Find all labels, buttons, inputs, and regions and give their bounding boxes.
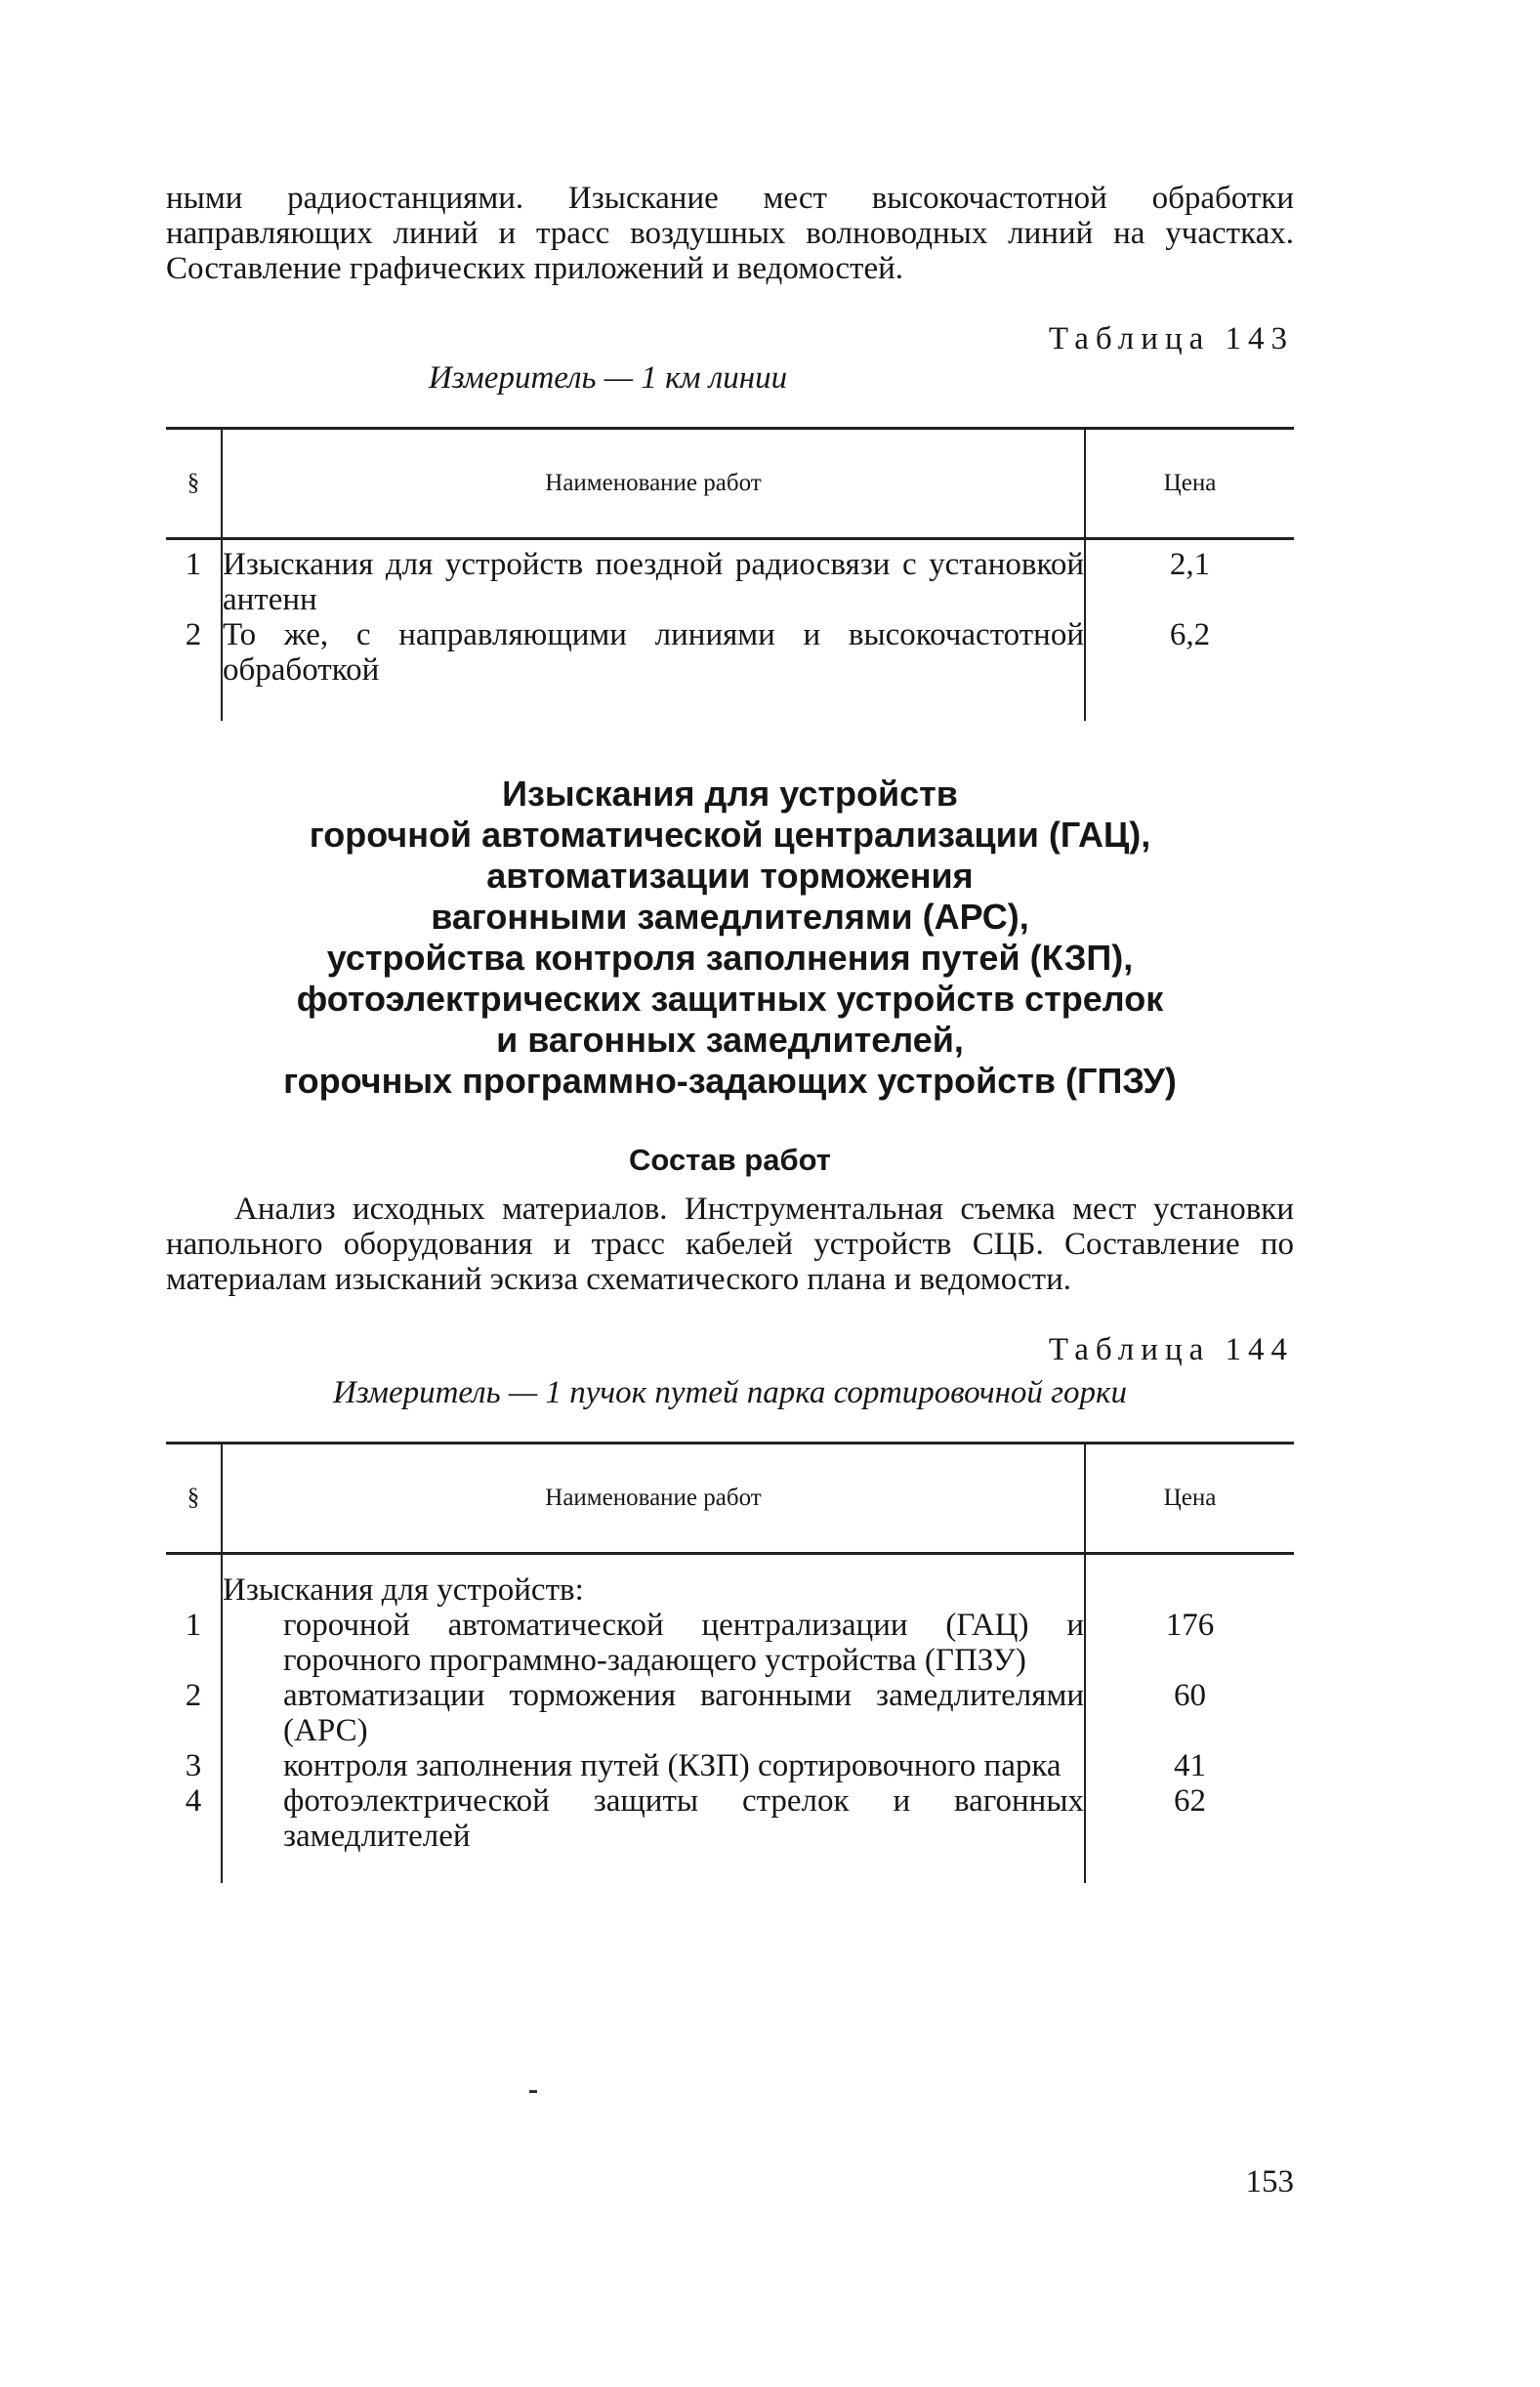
row-number: 1 [185, 546, 202, 582]
group-title: Изыскания для устройств: [222, 1572, 1085, 1608]
row-price: 60 [1085, 1678, 1294, 1748]
row-price: 6,2 [1085, 617, 1294, 688]
table-144-measure: Измеритель — 1 пучок путей парка сортировочной горки [333, 1374, 1127, 1410]
works-heading: Состав работ [629, 1142, 831, 1177]
header-section-sign: § [166, 1443, 222, 1553]
heading-line: горочной автоматической централизации (ГАЦ), [309, 814, 1151, 855]
table-header-row [166, 429, 1294, 539]
row-number: 2 [185, 616, 202, 652]
row-work-name: контроля заполнения путей (КЗП) сортировочного парка [283, 1748, 1061, 1783]
row-price: 62 [1085, 1783, 1294, 1854]
heading-line: и вагонных замедлителей, [496, 1019, 964, 1060]
row-number: 3 [185, 1748, 202, 1783]
row-work-name: горочной автоматической централизации (ГАЦ) и горочного программно-задающего устройства (ГПЗУ) [283, 1608, 1084, 1678]
table-row [166, 1678, 1294, 1748]
row-work-name: автоматизации торможения вагонными замедлителями (АРС) [283, 1678, 1084, 1748]
page-content [166, 181, 1294, 1883]
table-row [166, 1608, 1294, 1678]
heading-line: вагонными замедлителями (АРС), [431, 896, 1029, 937]
header-work-name: Наименование работ [222, 1443, 1085, 1553]
row-price: 41 [1085, 1748, 1294, 1783]
heading-line: горочных программно-задающих устройств (ГПЗУ) [283, 1060, 1177, 1101]
table-row [166, 617, 1294, 688]
stray-mark [529, 2090, 537, 2093]
page-number: 153 [1245, 2164, 1294, 2199]
heading-line: фотоэлектрических защитных устройств стрелок [296, 978, 1164, 1019]
heading-line: устройства контроля заполнения путей (КЗП), [326, 937, 1134, 978]
header-price: Цена [1085, 1443, 1294, 1553]
row-work-name: Изыскания для устройств поездной радиосвязи с установкой антенн [223, 546, 1084, 617]
table-144 [166, 1442, 1294, 1884]
table-group-row [166, 1572, 1294, 1608]
table-row [166, 1783, 1294, 1854]
heading-line: Изыскания для устройств [502, 773, 958, 814]
row-work-name: фотоэлектрической защиты стрелок и вагонных замедлителей [283, 1783, 1084, 1854]
row-work-name: То же, с направляющими линиями и высокочастотной обработкой [223, 616, 1084, 688]
header-work-name: Наименование работ [222, 429, 1085, 539]
table-row [166, 547, 1294, 617]
row-price: 176 [1085, 1608, 1294, 1678]
row-price: 2,1 [1085, 547, 1294, 617]
heading-line: автоматизации торможения [486, 855, 974, 896]
table-144-label: Таблица 144 [1048, 1331, 1294, 1367]
table-row [166, 1748, 1294, 1783]
row-number: 4 [185, 1783, 202, 1819]
section-heading [166, 774, 1294, 1102]
intro-paragraph: ными радиостанциями. Изыскание мест высокочастотной обработки направляющих линий и трасс воздушных волноводных линий на участках. Составление графических приложений и ведомостей. [166, 181, 1294, 286]
table-143-label: Таблица 143 [1048, 321, 1294, 356]
table-header-row [166, 1443, 1294, 1553]
row-number: 1 [185, 1608, 202, 1643]
row-number: 2 [185, 1678, 202, 1713]
header-section-sign: § [166, 429, 222, 539]
header-price: Цена [1085, 429, 1294, 539]
table-143-measure: Измеритель — 1 км линии [428, 360, 788, 396]
works-paragraph: Анализ исходных материалов. Инструментальная съемка мест установки напольного оборудования и трасс кабелей устройств СЦБ. Составление по материалам изысканий эскиза схематического плана и ведомости. [166, 1191, 1294, 1297]
table-143 [166, 427, 1294, 721]
